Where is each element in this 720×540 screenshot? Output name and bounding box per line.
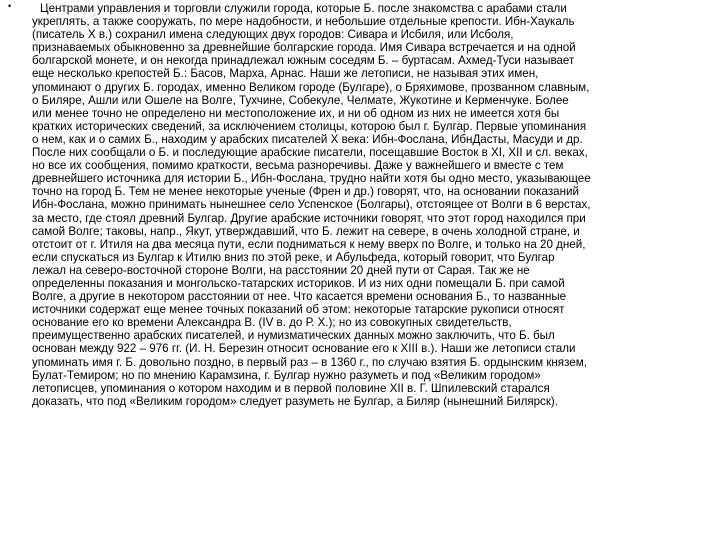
text-line: о нем, как и о самих Б., находим у арабских писателей X века: Ибн-Фослана, ИбнДасты, Масуди и др. — [32, 132, 583, 146]
text-line: укреплять, а также сооружать, по мере надобности, и небольшие отдельные крепости. Ибн-Хаукаль — [32, 15, 575, 29]
text-line: болгарской монете, и он некогда принадлежал южным соседям Б. – буртасам. Ахмед-Туси называет — [32, 54, 575, 68]
text-line: источники содержат еще менее точных показаний об этом: некоторые татарские рукописи относят — [32, 303, 565, 317]
text-line: кратких исторических сведений, за исключением столицы, которою был г. Булгар. Первые упоминания — [32, 119, 587, 133]
text-line: самой Волге; таковы, напр., Якут, утверждавший, что Б. лежит на севере, в очень холодной стране, и — [32, 224, 580, 238]
text-line: Ибн-Фослана, можно принимать нынешнее село Успенское (Болгары), отстоящее от Волги в 6 верстах, — [32, 198, 591, 212]
text-line: признаваемых обыкновенно за древнейшие болгарские города. Имя Сивара встречается и на одной — [32, 41, 576, 55]
text-line: упоминать имя г. Б. довольно поздно, в первый раз – в 1360 г., по случаю взятия Б. ордынским князем, — [32, 355, 587, 369]
text-line: Булат-Темиром; но по мнению Карамзина, г. Булгар нужно разуметь и под «Великим городом» — [32, 368, 541, 382]
text-line: основан между 922 – 976 гг. (И. Н. Березин относит основание его к XIII в.). Наши же летописи стали — [32, 342, 576, 356]
text-line: Центрами управления и торговли служили города, которые Б. после знакомства с арабами стали — [40, 2, 567, 15]
text-line: Волге, а другие в некотором расстоянии от нее. Что касается времени основания Б., то названные — [32, 290, 567, 304]
text-line: но все их сообщения, помимо краткости, весьма разноречивы. Даже у важнейшего и вместе с тем — [32, 159, 564, 173]
text-line: точно на город Б. Тем не менее некоторые ученые (Френ и др.) говорят, что, на основании показаний — [32, 185, 579, 199]
text-line: преимущественно арабских писателей, и нумизматических данных можно заключить, что Б. был — [32, 329, 555, 343]
text-line: упоминают о других Б. городах, именно Великом городе (Булгаре), о Бряхимове, прозванном славным, — [32, 80, 590, 94]
text-line: о Биляре, Ашли или Ошеле на Волге, Тухчине, Собекуле, Челмате, Жукотине и Керменчуке. Более — [32, 93, 569, 107]
text-line: древнейшего источника для истории Б., Ибн-Фослана, трудно найти хотя бы одно место, указывающее — [32, 172, 591, 186]
text-line: основание его ко времени Александра В. (IV в. до Р. Х.); но из совокупных свидетельств, — [32, 316, 512, 330]
text-line: или менее точно не определено ни местоположение их, и ни об одном из них не имеется хотя бы — [32, 106, 560, 120]
text-line: лежал на северо-восточной стороне Волги, на расстоянии 20 дней пути от Сарая. Так же не — [32, 263, 530, 277]
text-line: определенны показания и монгольско-татарских историков. И из них одни помещали Б. при самой — [32, 276, 565, 290]
text-line: доказать, что под «Великим городом» следует разуметь не Булгар, а Биляр (нынешний Билярск). — [32, 394, 559, 408]
text-line: отстоит от г. Итиля на два месяца пути, если подниматься к нему вверх по Волге, и только на 20 дней, — [32, 237, 586, 251]
text-line: (писатель X в.) сохранил имена следующих двух городов: Сивара и Исбиля, или Исболя, — [32, 28, 514, 42]
text-line: если спускаться из Булгар к Итилю вниз по этой реке, и Абульфеда, который говорит, что Булгар — [32, 250, 555, 264]
text-line: за место, где стоял древний Булгар. Другие арабские источники говорят, что этот город находился при — [32, 211, 586, 225]
bullet-marker: • — [8, 1, 12, 11]
text-line: еще несколько крепостей Б.: Басов, Марха, Арнас. Наши же летописи, не называя этих имен, — [32, 67, 539, 81]
text-line: летописцев, упоминания о котором находим и в первой половине XII в. Г. Шпилевский старался — [32, 381, 550, 395]
body-paragraph — [32, 2, 704, 408]
text-line: После них сообщали о Б. и последующие арабские писатели, посещавшие Восток в XI, XII и сл. веках, — [32, 146, 588, 160]
